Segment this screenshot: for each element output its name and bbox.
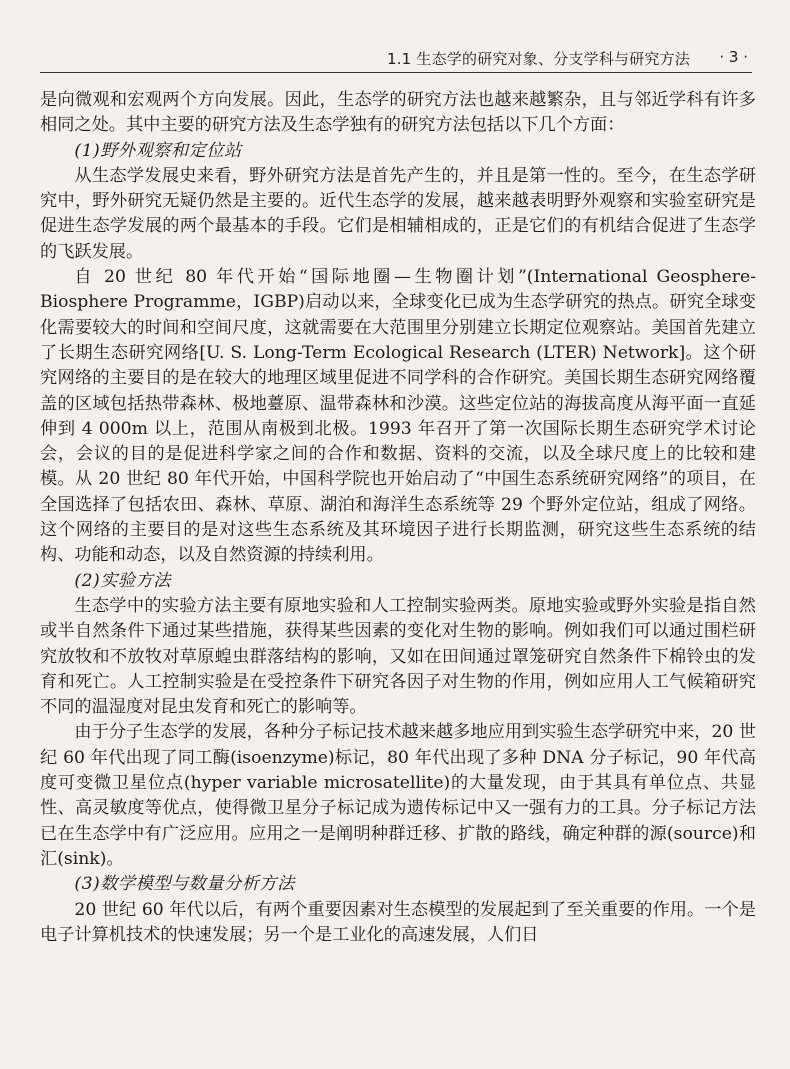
header-title: 1.1 生态学的研究对象、分支学科与研究方法 — [386, 50, 690, 68]
running-header — [40, 46, 752, 73]
section-heading: (3)数学模型与数量分析方法 — [74, 874, 295, 895]
paragraph: 从生态学发展史来看，野外研究方法是首先产生的，并且是第一性的。至今，在生态学研究中，野外研究无疑仍然是主要的。近代生态学的发展，越来越表明野外观察和实验室研究是促进生态学发展的两个最基本的手段。它们是相辅相成的，正是它们的有机结合促进了生态学的飞跃发展。 — [40, 165, 756, 262]
body-text — [40, 88, 756, 948]
paragraph: 由于分子生态学的发展，各种分子标记技术越来越多地应用到实验生态学研究中来，20 世纪 60 年代出现了同工酶(isoenzyme)标记，80 年代出现了多种 DNA 分子标记，90 年代高度可变微卫星位点(hyper variable microsatellite)的大量发现，由于其具有单位点、共显性、高灵敏度等优点，使得微卫星分子标记成为遗传标记中又一强有力的工具。分子标记方法已在生态学中有广泛应用。应用之一是阐明种群迁移、扩散的路线，确定种群的源(source)和汇(sink)。 — [40, 722, 756, 869]
paragraph: 自 20 世纪 80 年代开始“国际地圈—生物圈计划”(International Geosphere-Biosphere Programme，IGBP)启动以来，全球变化已成为生态学研究的热点。研究全球变化需要较大的时间和空间尺度，这就需要在大范围里分别建立长期定位观察站。美国首先建立了长期生态研究网络[U. S. Long-Term Ecological Research (LTER) Network]。这个研究网络的主要目的是在较大的地理区域里促进不同学科的合作研究。美国长期生态研究网络覆盖的区域包括热带森林、极地薹原、温带森林和沙漠。这些定位站的海拔高度从海平面一直延伸到 4 000m 以上，范围从南极到北极。1993 年召开了第一次国际长期生态研究学术讨论会，会议的目的是促进科学家之间的合作和数据、资料的交流，以及全球尺度上的比较和建模。从 20 世纪 80 年代开始，中国科学院也开始启动了“中国生态系统研究网络”的项目，在全国选择了包括农田、森林、草原、湖泊和海洋生态系统等 29 个野外定位站，组成了网络。这个网络的主要目的是对这些生态系统及其环境因子进行长期监测，研究这些生态系统的结构、功能和动态，以及自然资源的持续利用。 — [40, 267, 756, 566]
paragraph: 20 世纪 60 年代以后，有两个重要因素对生态模型的发展起到了至关重要的作用。一个是电子计算机技术的快速发展；另一个是工业化的高速发展，人们日 — [40, 899, 756, 945]
section-heading: (2)实验方法 — [74, 570, 171, 591]
section-heading: (1)野外观察和定位站 — [74, 140, 242, 161]
paragraph: 是向微观和宏观两个方向发展。因此，生态学的研究方法也越来越繁杂，且与邻近学科有许多相同之处。其中主要的研究方法及生态学独有的研究方法包括以下几个方面： — [40, 90, 756, 136]
page-number: · 3 · — [719, 48, 748, 66]
paragraph: 生态学中的实验方法主要有原地实验和人工控制实验两类。原地实验或野外实验是指自然或半自然条件下通过某些措施，获得某些因素的变化对生物的影响。例如我们可以通过围栏研究放牧和不放牧对草原蝗虫群落结构的影响，又如在田间通过罩笼研究自然条件下棉铃虫的发育和死亡。人工控制实验是在受控条件下研究各因子对生物的作用，例如应用人工气候箱研究不同的温湿度对昆虫发育和死亡的影响等。 — [40, 595, 756, 718]
